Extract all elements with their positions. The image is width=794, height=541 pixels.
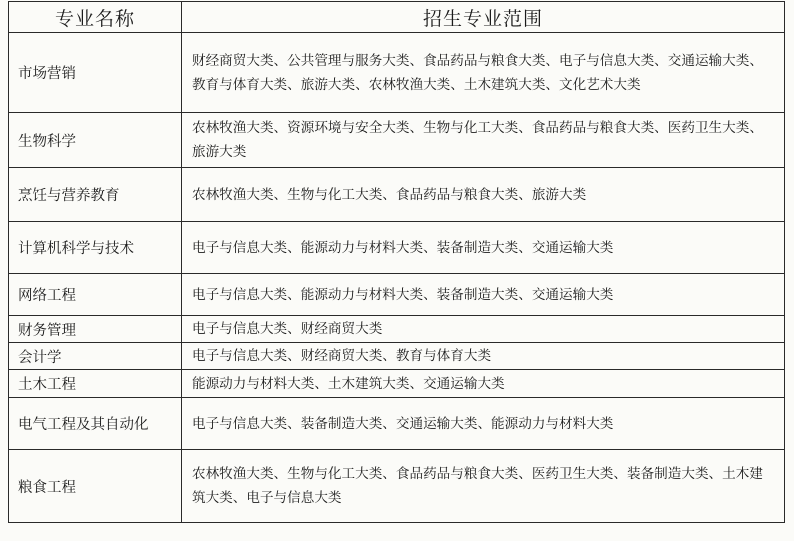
major-name-cell: 电气工程及其自动化 [9, 398, 182, 450]
table-row [9, 274, 785, 316]
table-row [9, 398, 785, 450]
scope-cell: 财经商贸大类、公共管理与服务大类、食品药品与粮食大类、电子与信息大类、交通运输大类、教育与体育大类、旅游大类、农林牧渔大类、土木建筑大类、文化艺术大类 [182, 33, 785, 113]
scope-cell: 电子与信息大类、财经商贸大类 [182, 316, 785, 343]
scope-cell: 电子与信息大类、装备制造大类、交通运输大类、能源动力与材料大类 [182, 398, 785, 450]
scope-cell: 农林牧渔大类、资源环境与安全大类、生物与化工大类、食品药品与粮食大类、医药卫生大类、旅游大类 [182, 113, 785, 168]
scope-cell: 能源动力与材料大类、土木建筑大类、交通运输大类 [182, 370, 785, 398]
majors-table [8, 1, 785, 523]
table-row [9, 370, 785, 398]
table-row [9, 222, 785, 274]
scope-cell: 电子与信息大类、能源动力与材料大类、装备制造大类、交通运输大类 [182, 274, 785, 316]
scope-cell: 电子与信息大类、能源动力与材料大类、装备制造大类、交通运输大类 [182, 222, 785, 274]
major-name-cell: 财务管理 [9, 316, 182, 343]
table-row [9, 113, 785, 168]
table-row [9, 450, 785, 523]
major-name-cell: 粮食工程 [9, 450, 182, 523]
header-row [9, 2, 785, 33]
major-name-cell: 市场营销 [9, 33, 182, 113]
table-row [9, 168, 785, 222]
major-name-cell: 计算机科学与技术 [9, 222, 182, 274]
table-row [9, 343, 785, 370]
header-major-name: 专业名称 [9, 2, 182, 33]
table-row [9, 316, 785, 343]
header-enrollment-scope: 招生专业范围 [182, 2, 785, 33]
major-name-cell: 网络工程 [9, 274, 182, 316]
table-row [9, 33, 785, 113]
major-name-cell: 生物科学 [9, 113, 182, 168]
scope-cell: 农林牧渔大类、生物与化工大类、食品药品与粮食大类、旅游大类 [182, 168, 785, 222]
scope-cell: 农林牧渔大类、生物与化工大类、食品药品与粮食大类、医药卫生大类、装备制造大类、土木建筑大类、电子与信息大类 [182, 450, 785, 523]
scope-cell: 电子与信息大类、财经商贸大类、教育与体育大类 [182, 343, 785, 370]
major-name-cell: 会计学 [9, 343, 182, 370]
major-name-cell: 土木工程 [9, 370, 182, 398]
major-name-cell: 烹饪与营养教育 [9, 168, 182, 222]
